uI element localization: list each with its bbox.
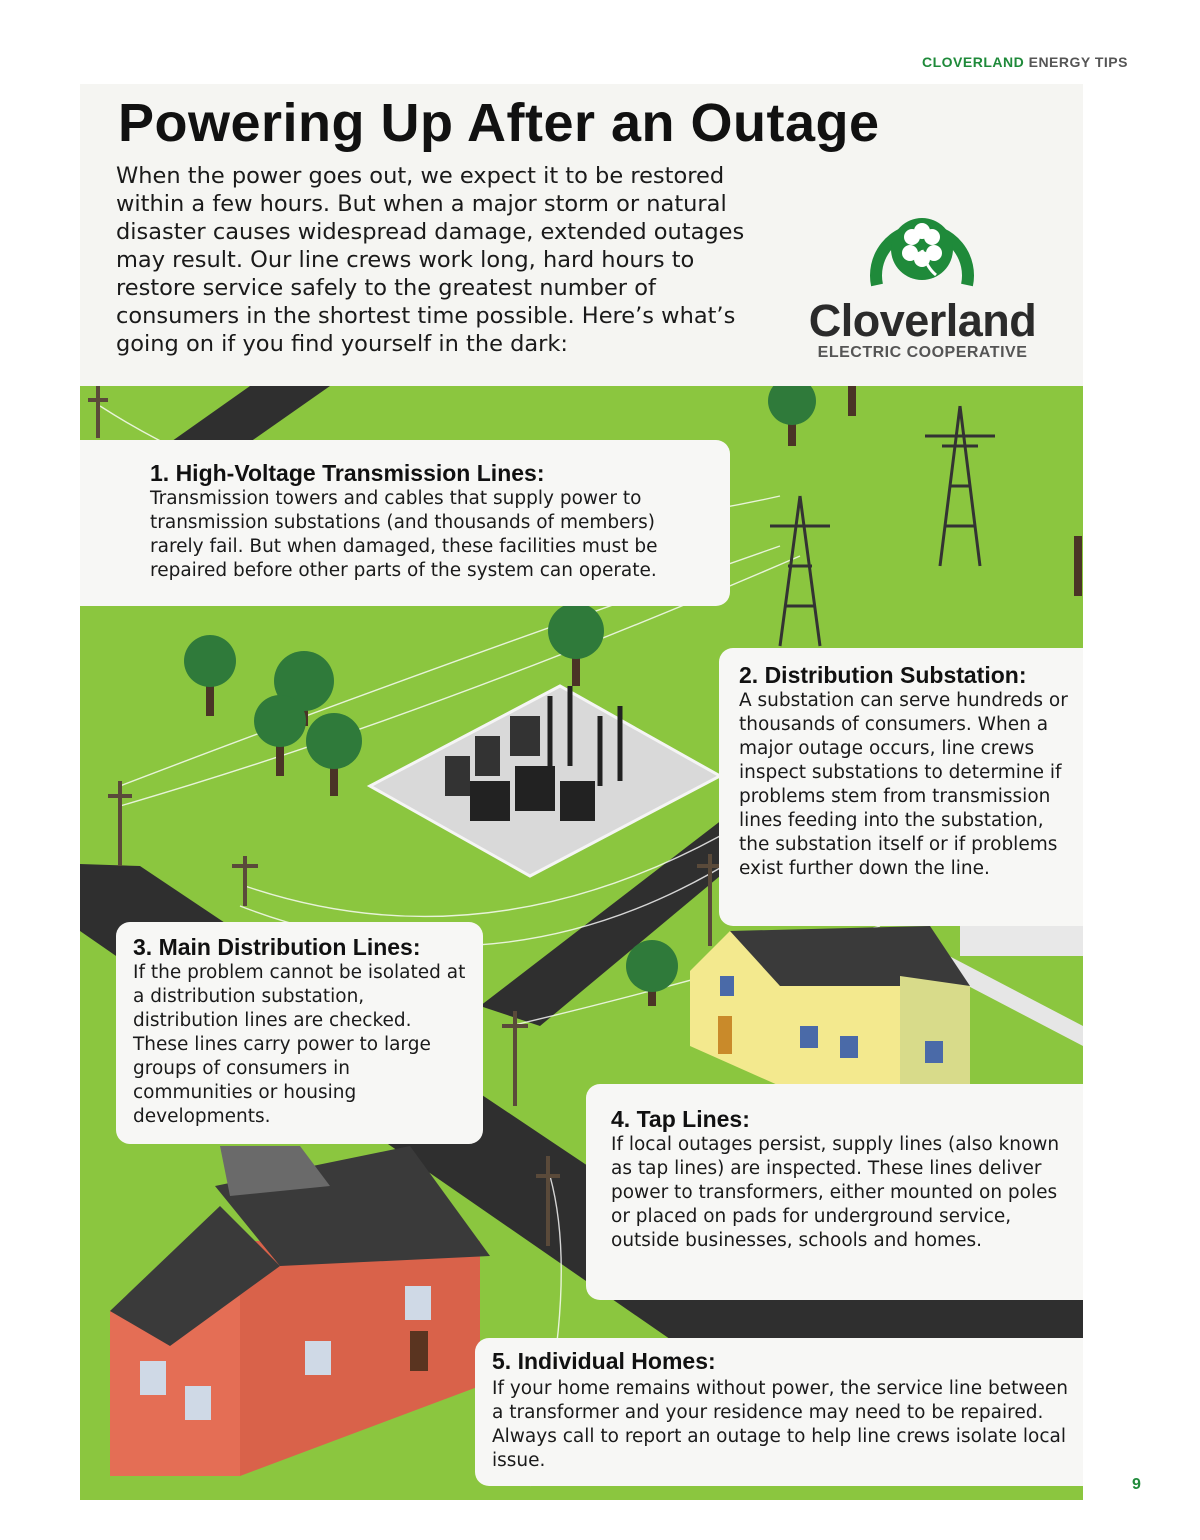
callout-transmission-lines bbox=[80, 440, 730, 606]
logo-wordmark: Cloverland bbox=[808, 295, 1037, 346]
callout-body: If local outages persist, supply lines (also known as tap lines) are inspected. These lines deliver power to transformers, either mounted on poles or placed on pads for underground service, outside businesses, schools and homes. bbox=[611, 1134, 1060, 1251]
callout-body: A substation can serve hundreds or thousands of consumers. When a major outage occurs, line crews inspect substations to determine if problems stem from transmission lines feeding into the substation, the substation itself or if problems exist further down the line. bbox=[739, 690, 1068, 879]
callout-title: 4. Tap Lines: bbox=[611, 1106, 750, 1132]
intro-paragraph: When the power goes out, we expect it to be restored within a few hours. But when a major storm or natural disaster causes widespread damage, extended outages may result. Our line crews work long, hard hours to restore service safely to the greatest number of consumers in the shortest time possible. Here’s what’s going on if you find yourself in the dark: bbox=[116, 163, 745, 357]
callout-body: If the problem cannot be isolated at a distribution substation, distribution lines are checked. These lines carry power to large groups of consumers in communities or housing developments. bbox=[133, 962, 466, 1127]
section-header bbox=[922, 54, 1128, 70]
cloverland-logo bbox=[800, 205, 1045, 365]
callout-distribution-substation bbox=[719, 648, 1083, 926]
callout-main-distribution-lines bbox=[116, 922, 483, 1144]
page-number: 9 bbox=[1132, 1476, 1141, 1493]
clover-icon bbox=[800, 205, 1045, 295]
callout-body: If your home remains without power, the service line between a transformer and your residence may need to be repaired. Always call to report an outage to help line crews isolate local issue. bbox=[492, 1378, 1069, 1471]
page-title: Powering Up After an Outage bbox=[118, 93, 880, 153]
house bbox=[690, 926, 970, 1086]
header-tag: ENERGY TIPS bbox=[1028, 54, 1128, 70]
callout-title: 2. Distribution Substation: bbox=[739, 662, 1027, 688]
callout-individual-homes bbox=[475, 1338, 1083, 1486]
logo-subtitle: ELECTRIC COOPERATIVE bbox=[817, 344, 1028, 361]
callout-title: 5. Individual Homes: bbox=[492, 1348, 716, 1374]
callout-title: 1. High-Voltage Transmission Lines: bbox=[150, 460, 545, 486]
callout-title: 3. Main Distribution Lines: bbox=[133, 934, 421, 960]
header-brand: CLOVERLAND bbox=[921, 54, 1025, 70]
callout-tap-lines bbox=[586, 1084, 1083, 1300]
callout-body: Transmission towers and cables that supply power to transmission substations (and thousands of members) rarely fail. But when damaged, these facilities must be repaired before other parts of the system can operate. bbox=[150, 488, 658, 581]
